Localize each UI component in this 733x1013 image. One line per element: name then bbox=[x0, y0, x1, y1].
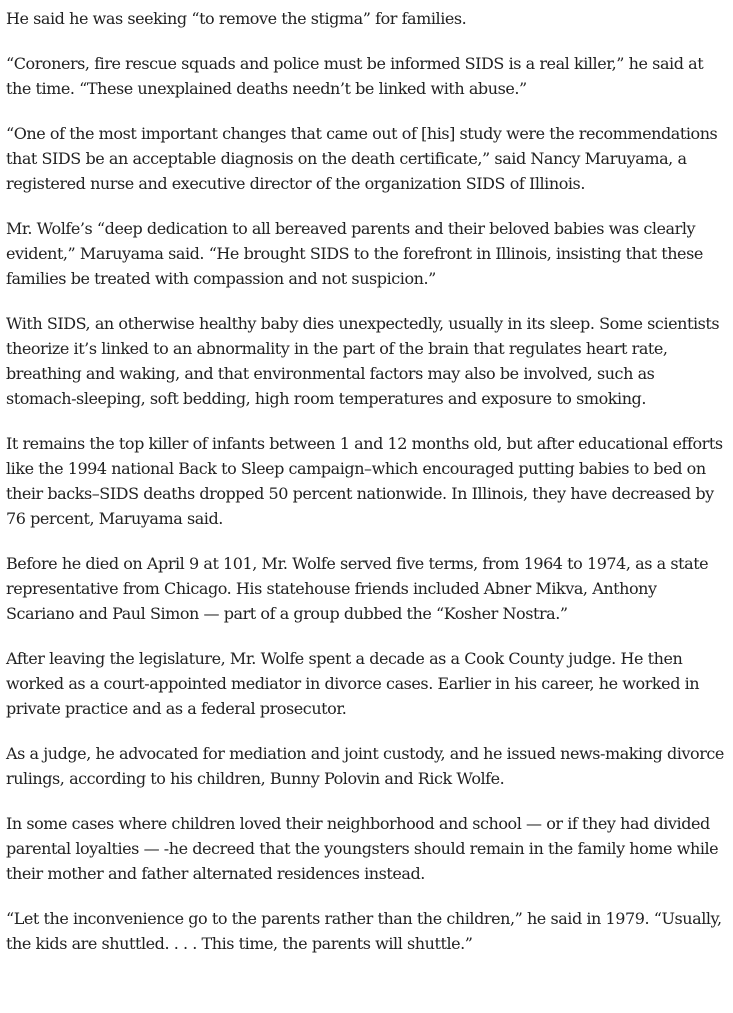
article-paragraph: “Coroners, fire rescue squads and police must be informed SIDS is a real killer,” he said at the time. “These unexplained deaths needn’t be linked with abuse.” bbox=[6, 54, 704, 98]
article-paragraph: As a judge, he advocated for mediation and joint custody, and he issued news-making divorce rulings, according to his children, Bunny Polovin and Rick Wolfe. bbox=[6, 744, 724, 788]
article-paragraph: In some cases where children loved their neighborhood and school — or if they had divided parental loyalties — -he decreed that the youngsters should remain in the family home while their mother and father alternated residences instead. bbox=[6, 814, 719, 883]
article-paragraph: “Let the inconvenience go to the parents rather than the children,” he said in 1979. “Usually, the kids are shuttled. . . . This time, the parents will shuttle.” bbox=[6, 909, 722, 953]
article-paragraph: With SIDS, an otherwise healthy baby dies unexpectedly, usually in its sleep. Some scientists theorize it’s linked to an abnormality in the part of the brain that regulates heart rate, breathing and waking, and that environmental factors may also be involved, such as stomach-sleeping, soft bedding, high room temperatures and exposure to smoking. bbox=[6, 314, 720, 408]
article-paragraph: After leaving the legislature, Mr. Wolfe spent a decade as a Cook County judge. He then worked as a court-appointed mediator in divorce cases. Earlier in his career, he worked in private practice and as a federal prosecutor. bbox=[6, 649, 700, 718]
article-paragraph: Mr. Wolfe’s “deep dedication to all bereaved parents and their beloved babies was clearly evident,” Maruyama said. “He brought SIDS to the forefront in Illinois, insisting that these families be treated with compassion and not suspicion.” bbox=[6, 219, 703, 288]
article-paragraph: “One of the most important changes that came out of [his] study were the recommendations that SIDS be an acceptable diagnosis on the death certificate,” said Nancy Maruyama, a registered nurse and executive director of the organization SIDS of Illinois. bbox=[6, 124, 718, 193]
article-paragraph: It remains the top killer of infants between 1 and 12 months old, but after educational efforts like the 1994 national Back to Sleep campaign–which encouraged putting babies to bed on their backs–SIDS deaths dropped 50 percent nationwide. In Illinois, they have decreased by 76 percent, Maruyama said. bbox=[6, 434, 723, 528]
article-paragraph: He said he was seeking “to remove the stigma” for families. bbox=[6, 9, 467, 28]
article-paragraph: Before he died on April 9 at 101, Mr. Wolfe served five terms, from 1964 to 1974, as a state representative from Chicago. His statehouse friends included Abner Mikva, Anthony Scariano and Paul Simon — part of a group dubbed the “Kosher Nostra.” bbox=[6, 554, 709, 623]
